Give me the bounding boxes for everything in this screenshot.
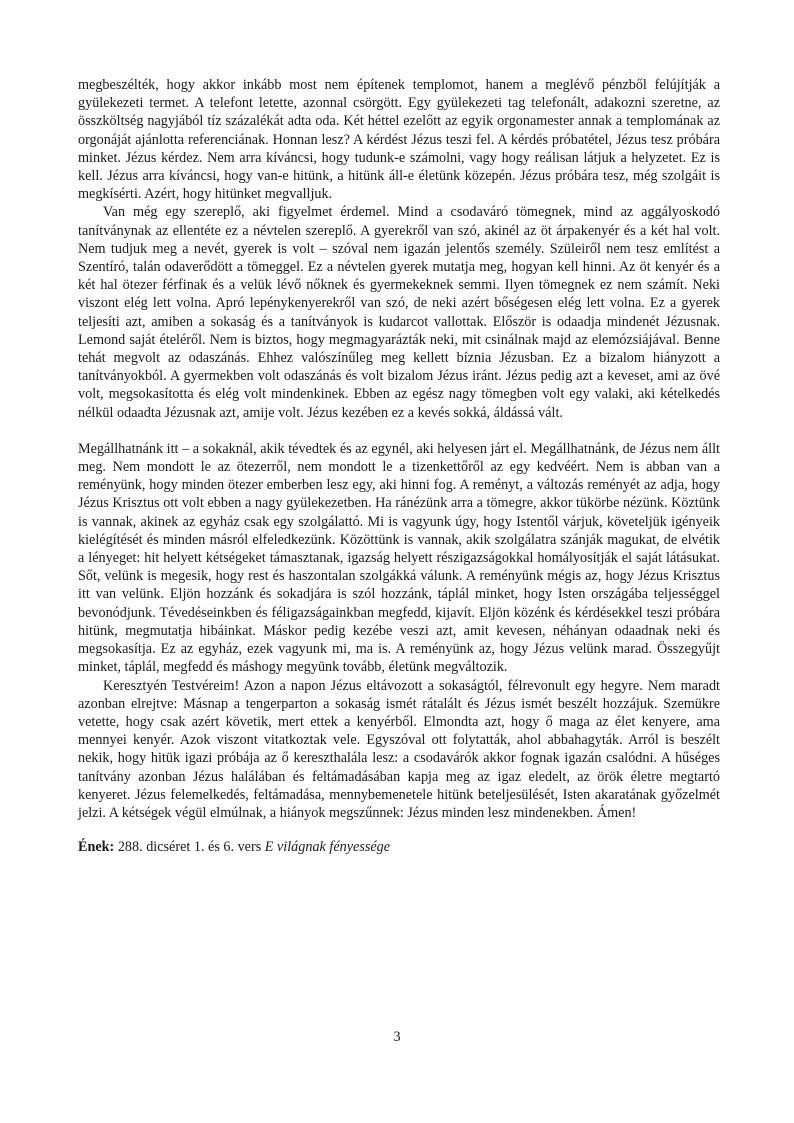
- paragraph-2: Van még egy szereplő, aki figyelmet érdemel. Mind a csodaváró tömegnek, mind az aggályoskodó tanítványnak az ellentéte ez a névtelen szereplő. A gyerekről van szó, akinél az öt árpakenyér és a két hal volt. Nem tudjuk meg a nevét, gyerek is volt – szóval nem igazán jelentős személy. Szüleiről nem tesz említést a Szentíró, talán odaverődött a tömeggel. Ez a névtelen gyerek mutatja meg, hogyan kell hinni. Az öt kenyér és a két hal ötezer férfinak és a velük lévő nőknek és gyermekeknek semmi. Ilyen tömegnek ez nem számít. Neki viszont elég lett volna. Apró lepénykenyerekről van szó, de neki azért bőségesen elég lett volna. Ez a gyerek teljesíti azt, amiben a sokaság és a tanítványok is kudarcot vallottak. Először is odaadja mindenét Jézusnak. Lemond saját ételéről. Nem is biztos, hogy megmagyarázták neki, mit csinálnak majd az elemózsiájával. Benne tehát megvolt az odaszánás. Ehhez valószínűleg meg kellett bíznia Jézusban. Ez a bizalom hiányzott a tanítványokból. A gyermekben volt odaszánás és volt bizalom Jézus iránt. Jézus pedig azt a keveset, ami az övé volt, megsokasította és elég volt mindenkinek. Ebben az egész nagy tömegben volt egy valaki, aki kételkedés nélkül odaadta Jézusnak azt, amije volt. Jézus kezében ez a kevés sokká, áldássá vált.: [78, 204, 720, 421]
- paragraph-4: Keresztyén Testvéreim! Azon a napon Jézus eltávozott a sokaságtól, félrevonult egy hegyre. Nem maradt azonban elrejtve: Másnap a tengerparton a sokaság ismét rátalált és Jézus ismét beszélt hozzájuk. Szemükre vetette, hogy csak azért követik, mert ettek a kenyérből. Elmondta azt, hogy ő maga az élet kenyere, ama mennyei kenyér. Azok viszont vitatkoztak vele. Egyszóval ott folytatták, ahol abbahagyták. Arról is beszélt nekik, hogy hitük igazi próbája az ő kereszthalála lesz: a csodavárók akkor fognak igazán csalódni. A hűséges tanítvány azonban Jézus halálában és feltámadásában kapja meg az igaz eledelt, az örök életre megtartó kenyeret. Jézus felemelkedés, feltámadása, mennybemenetele hitünk beteljesülését, Isten akaratának győzelmét jelzi. A kétségek végül elmúlnak, a hiányok megszűnnek: Jézus minden lesz mindenekben. Ámen!: [78, 677, 720, 821]
- song-line: [78, 838, 720, 856]
- song-title: E világnak fényessége: [264, 839, 391, 856]
- song-reference: 288. dicséret 1. és 6. vers: [117, 839, 262, 856]
- paragraph-3: Megállhatnánk itt – a sokaknál, akik tévedtek és az egynél, aki helyesen járt el. Megállhatnánk, de Jézus nem állt meg. Nem mondott le az ötezerről, nem mondott le a tizenkettőről az egy kedvéért. Nem is abban van a reményünk, hogy minden ötezer emberben lesz egy, aki hinni fog. A reményt, a változás reményét az adja, hogy Jézus Krisztus ott volt ebben a nagy gyülekezetben. Ha ránézünk arra a tömegre, akkor tükörbe nézünk. Köztünk is vannak, akinek az egyház csak egy szolgálattó. Mi is vagyunk úgy, hogy Istentől várjuk, követeljük igényeik kielégítését és minden másról elfeledkezünk. Közöttünk is vannak, akik szolgálatra szánják magukat, de elvétik a lényeget: hit helyett kétségeket támasztanak, igazság helyett részigazságokkal homályosítják el saját látásukat. Sőt, velünk is megesik, hogy rest és haszontalan szolgákká válunk. A reményünk mégis az, hogy Jézus Krisztus itt van velünk. Eljön hozzánk és sokadjára is szól hozzánk, táplál minket, hogy Isten országába teljességgel bevonódjunk. Tévedéseinkben és féligazságainkban megfedd, kijavít. Eljön közénk és kérdésekkel teszi próbára hitünk, megmutatja hibáinkat. Máskor pedig kezébe veszi azt, amit kevesen, néhányan odaadnak neki és megsokasítja. Ez az egyház, ezek vagyunk mi, ma is. A reményünk az, hogy Jézus velünk marad. Összegyűjt minket, táplál, megfedd és máshogy megyünk tovább, életünk megváltozik.: [78, 440, 720, 676]
- page-number: 3: [393, 1029, 401, 1045]
- song-label: Ének:: [78, 839, 115, 856]
- document-body: [78, 76, 720, 856]
- paragraph-1: megbeszélték, hogy akkor inkább most nem építenek templomot, hanem a meglévő pénzből felújítják a gyülekezeti termet. A telefont letette, azonnal csörgött. Egy gyülekezeti tag telefonált, adakozni szeretne, az összköltség nagyjából tíz százalékát adta oda. Két héttel ezelőtt az egyik orgonamester annak a templomának az orgonáját ajánlotta referenciának. Honnan lesz? A kérdést Jézus teszi fel. A kérdés próbatétel, Jézus tesz próbára minket. Jézus kérdez. Nem arra kíváncsi, hogy tudunk-e számolni, vagy hogy reálisan látjuk a helyzetet. Ez is kell. Jézus arra kíváncsi, hogy van-e hitünk, a hitünk áll-e életünk közepén. Jézus próbára tesz, még szolgáit is megkísérti. Azért, hogy hitünket megvalljuk.: [78, 77, 720, 203]
